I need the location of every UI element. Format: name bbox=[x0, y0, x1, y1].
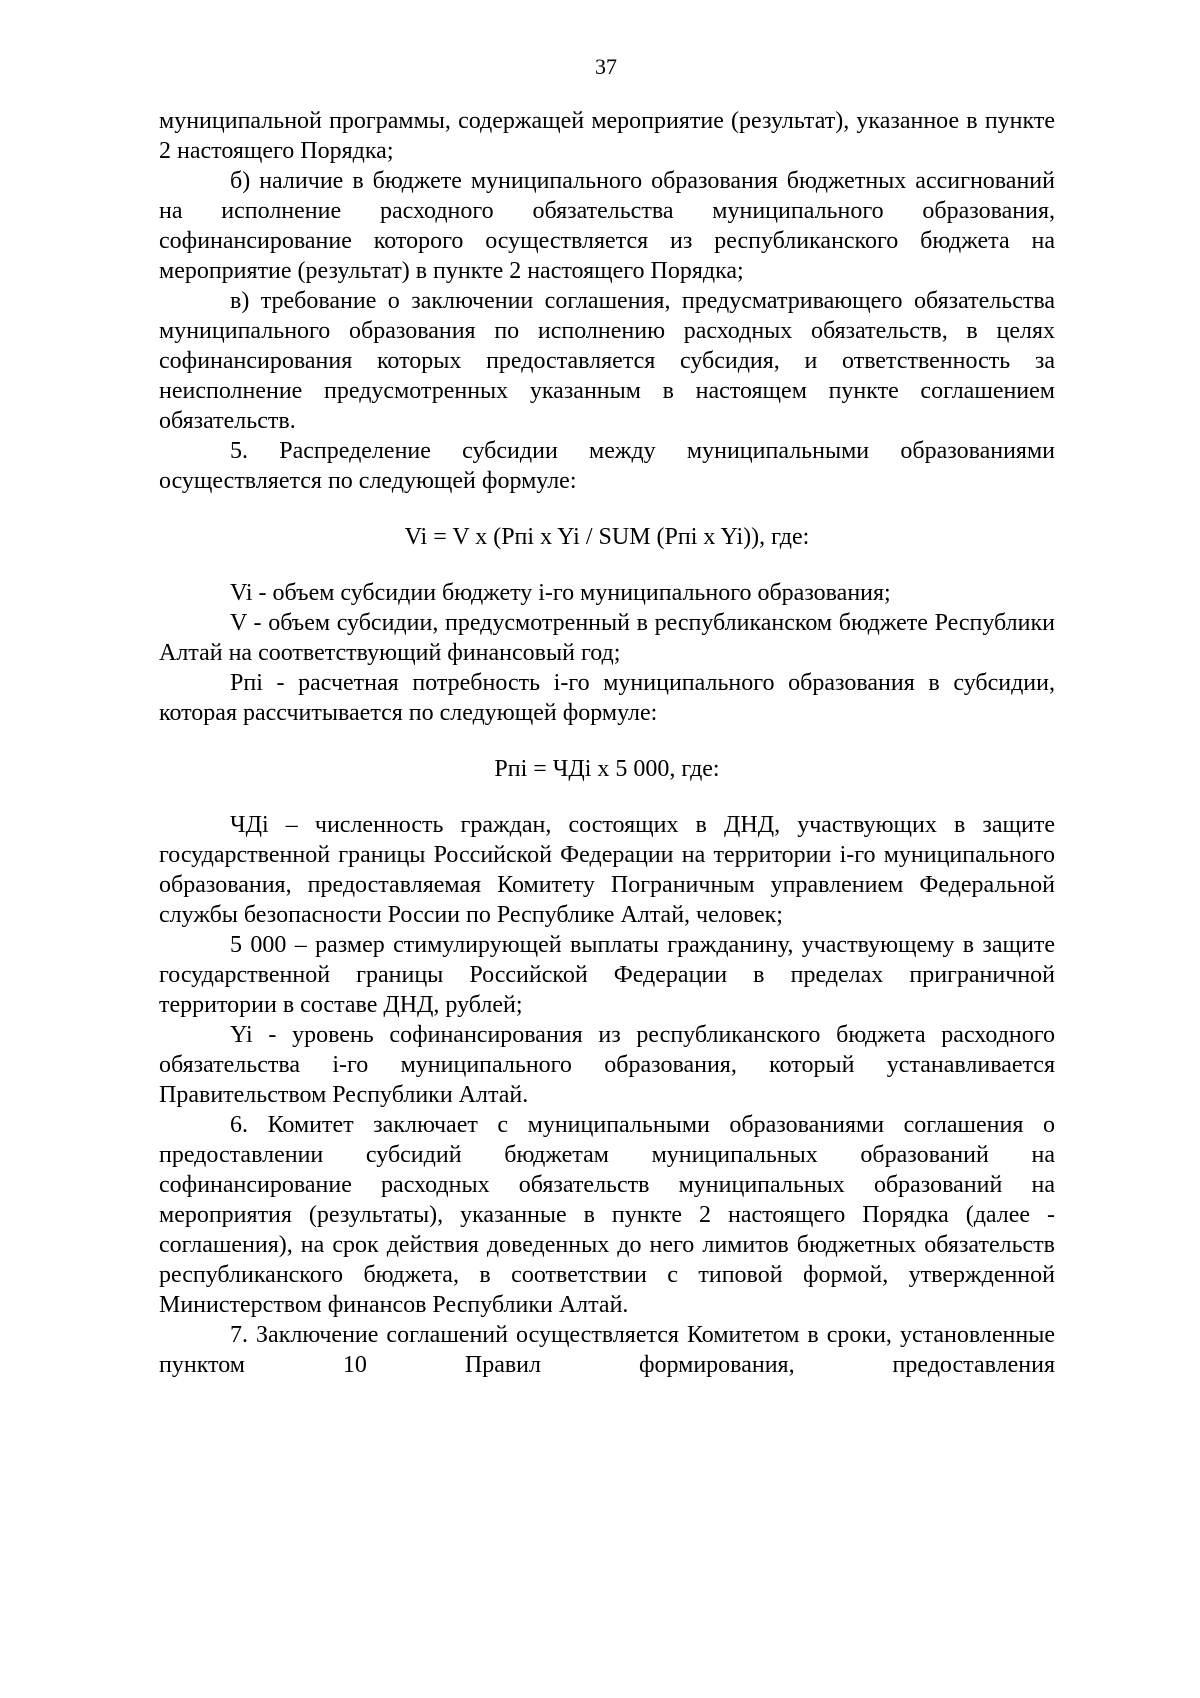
formula-estimated-need: Pпi = ЧДi x 5 000, где: bbox=[494, 756, 720, 782]
definition-rpi: Pпi - расчетная потребность i-го муниципального образования в субсидии, которая рассчитывается по следующей формуле: bbox=[159, 670, 1055, 726]
spacer bbox=[159, 728, 1055, 754]
spacer bbox=[159, 784, 1055, 810]
spacer bbox=[159, 552, 1055, 578]
definition-vi: Vi - объем субсидии бюджету i-го муниципального образования; bbox=[230, 580, 891, 606]
paragraph-item-b: б) наличие в бюджете муниципального образования бюджетных ассигнований на исполнение расходного обязательства муниципального образования, софинансирование которого осуществляется из республиканского бюджета на мероприятие (результат) в пункте 2 настоящего Порядка; bbox=[159, 168, 1055, 284]
definition-5000: 5 000 – размер стимулирующей выплаты гражданину, участвующему в защите государственной границы Российской Федерации в пределах приграничной территории в составе ДНД, рублей; bbox=[159, 932, 1055, 1018]
paragraph-clause-7: 7. Заключение соглашений осуществляется Комитетом в сроки, установленные пунктом 10 Правил формирования, предоставления bbox=[159, 1322, 1055, 1378]
paragraph-clause-6: 6. Комитет заключает с муниципальными образованиями соглашения о предоставлении субсидий бюджетам муниципальных образований на софинансирование расходных обязательств муниципальных образований на мероприятия (результаты), указанные в пункте 2 настоящего Порядка (далее - соглашения), на срок действия доведенных до него лимитов бюджетных обязательств республиканского бюджета, в соответствии с типовой формой, утвержденной Министерством финансов Республики Алтай. bbox=[159, 1112, 1055, 1318]
paragraph-item-v: в) требование о заключении соглашения, предусматривающего обязательства муниципального образования по исполнению расходных обязательств, в целях софинансирования которых предоставляется субсидия, и ответственность за неисполнение предусмотренных указанным в настоящем пункте соглашением обязательств. bbox=[159, 288, 1055, 434]
page-number: 37 bbox=[595, 54, 617, 79]
spacer bbox=[159, 496, 1055, 522]
definition-chdi: ЧДi – численность граждан, состоящих в ДНД, участвующих в защите государственной границы Российской Федерации на территории i-го муниципального образования, предоставляемая Комитету Пограничным управлением Федеральной службы безопасности России по Республике Алтай, человек; bbox=[159, 812, 1055, 928]
paragraph-continuation: муниципальной программы, содержащей мероприятие (результат), указанное в пункте 2 настоящего Порядка; bbox=[159, 108, 1055, 164]
formula-subsidy-distribution: Vi = V x (Pпi x Yi / SUM (Pпi x Yi)), где: bbox=[404, 524, 810, 550]
definition-yi: Yi - уровень софинансирования из республиканского бюджета расходного обязательства i-го муниципального образования, который устанавливается Правительством Республики Алтай. bbox=[159, 1022, 1055, 1108]
paragraph-clause-5: 5. Распределение субсидии между муниципальными образованиями осуществляется по следующей формуле: bbox=[159, 438, 1055, 494]
document-body bbox=[159, 106, 1055, 1380]
definition-v: V - объем субсидии, предусмотренный в республиканском бюджете Республики Алтай на соответствующий финансовый год; bbox=[159, 610, 1055, 666]
